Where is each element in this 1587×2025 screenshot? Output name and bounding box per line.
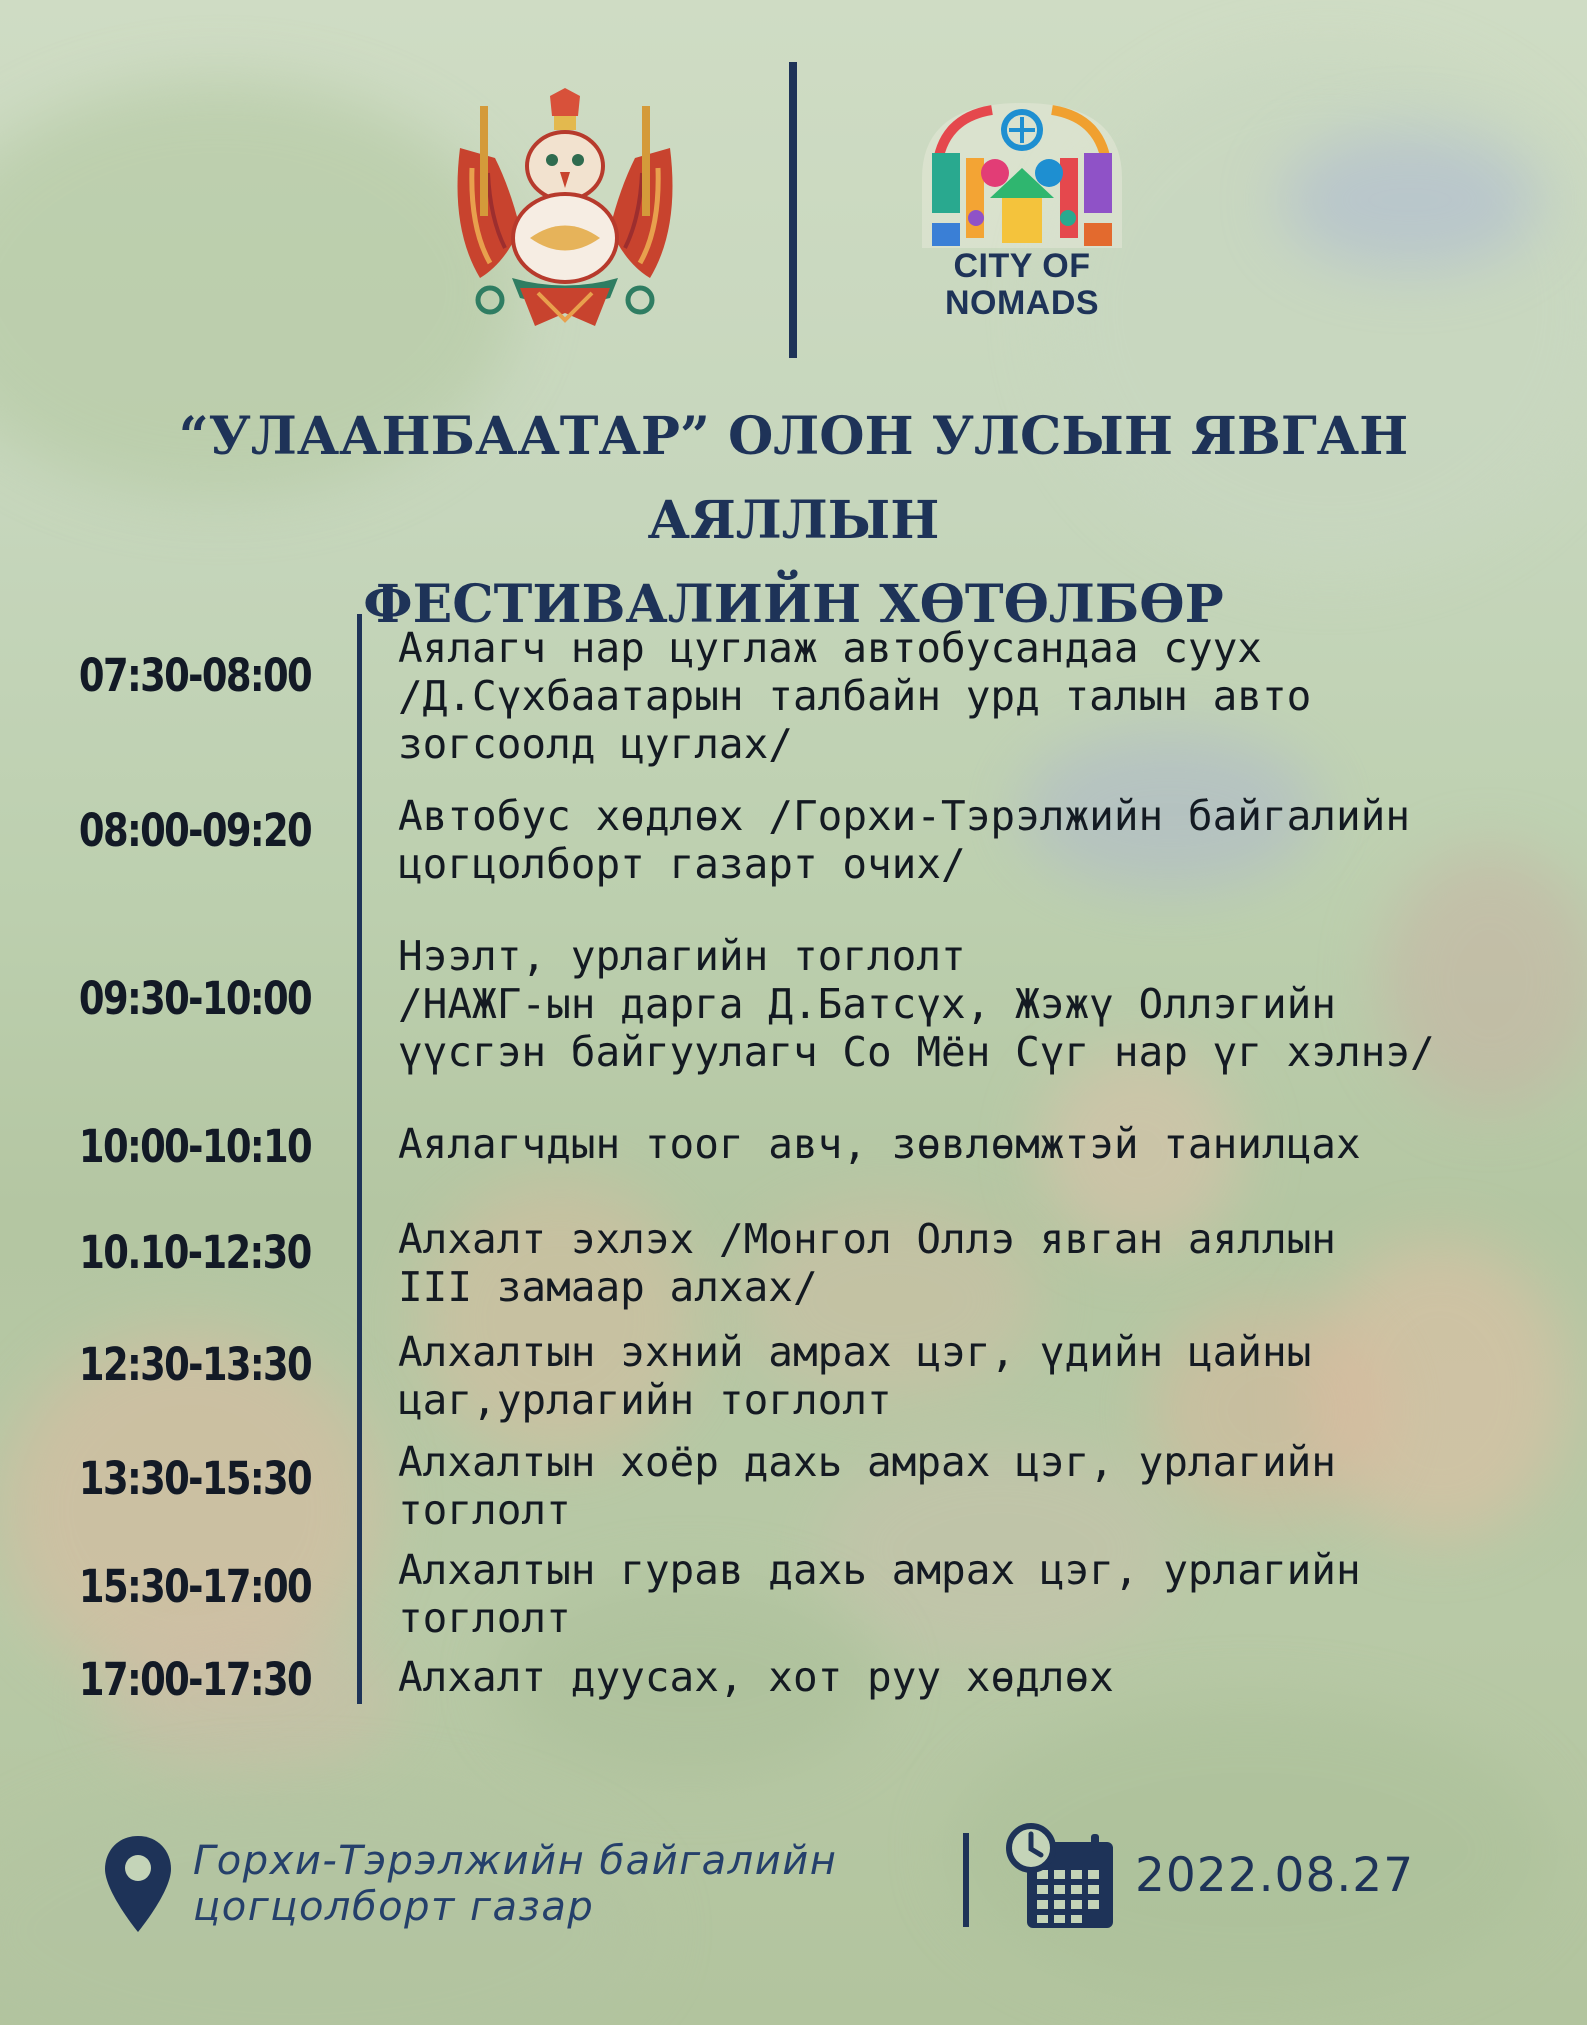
- city-name-line1: CITY OF: [953, 247, 1091, 285]
- schedule-time: 10.10-12:30: [79, 1226, 311, 1279]
- schedule-time: 09:30-10:00: [78, 972, 312, 1025]
- schedule-time: 08:00-09:20: [78, 804, 312, 857]
- schedule-description: Алхалтын хоёр дахь амрах цэг, урлагийн тоглолт: [398, 1438, 1336, 1534]
- title-line2: ФЕСТИВАЛИЙН ХӨТӨЛБӨР: [363, 574, 1224, 635]
- schedule-description: Аялагч нар цуглаж автобусандаа суух /Д.Сүхбаатарын талбайн урд талын авто зогсоолд цуглах/: [398, 624, 1312, 768]
- schedule-description: Аялагчдын тоог авч, зөвлөмжтэй танилцах: [398, 1120, 1361, 1168]
- schedule-description: Нээлт, урлагийн тоглолт /НАЖГ-ын дарга Д.Батсүх, Жэжү Оллэгийн үүсгэн байгуулагч Со Мён Сүг нар үг хэлнэ/: [398, 932, 1435, 1076]
- title-line1: “УЛААНБААТАР” ОЛОН УЛСЫН ЯВГАН АЯЛЛЫН: [178, 406, 1409, 551]
- logo-divider: [789, 62, 797, 358]
- map-pin-icon: [103, 1834, 173, 1934]
- city-of-nomads-wordmark: [900, 248, 1144, 322]
- location-line1: Горхи-Тэрэлжийн байгалийн: [193, 1838, 838, 1884]
- schedule-time: 07:30-08:00: [78, 649, 312, 702]
- schedule-divider: [357, 614, 362, 1704]
- page-title: [60, 395, 1527, 647]
- schedule-time: 13:30-15:30: [78, 1452, 312, 1505]
- location-text: [193, 1838, 913, 1930]
- schedule-description: Автобус хөдлөх /Горхи-Тэрэлжийн байгалийн цогцолборт газарт очих/: [398, 792, 1411, 888]
- schedule-description: Алхалт эхлэх /Монгол Оллэ явган аяллын III замаар алхах/: [398, 1215, 1336, 1311]
- schedule-description: Алхалт дуусах, хот руу хөдлөх: [398, 1653, 1114, 1701]
- city-of-nomads-logo-icon: [912, 98, 1132, 248]
- coat-of-arms-icon: [450, 88, 680, 333]
- schedule-time: 12:30-13:30: [78, 1338, 312, 1391]
- location-line2: цогцолборт газар: [193, 1884, 595, 1930]
- city-name-line2: NOMADS: [944, 284, 1100, 322]
- schedule-description: Алхалтын гурав дахь амрах цэг, урлагийн тоглолт: [398, 1546, 1361, 1642]
- schedule-time: 10:00-10:10: [78, 1120, 312, 1173]
- schedule-description: Алхалтын эхний амрах цэг, үдийн цайны цаг,урлагийн тоглолт: [398, 1328, 1312, 1424]
- schedule-time: 15:30-17:00: [78, 1560, 312, 1613]
- calendar-clock-icon: [1005, 1822, 1117, 1934]
- footer-divider: [963, 1833, 969, 1927]
- event-date: 2022.08.27: [1135, 1848, 1415, 1903]
- schedule-time: 17:00-17:30: [78, 1653, 312, 1706]
